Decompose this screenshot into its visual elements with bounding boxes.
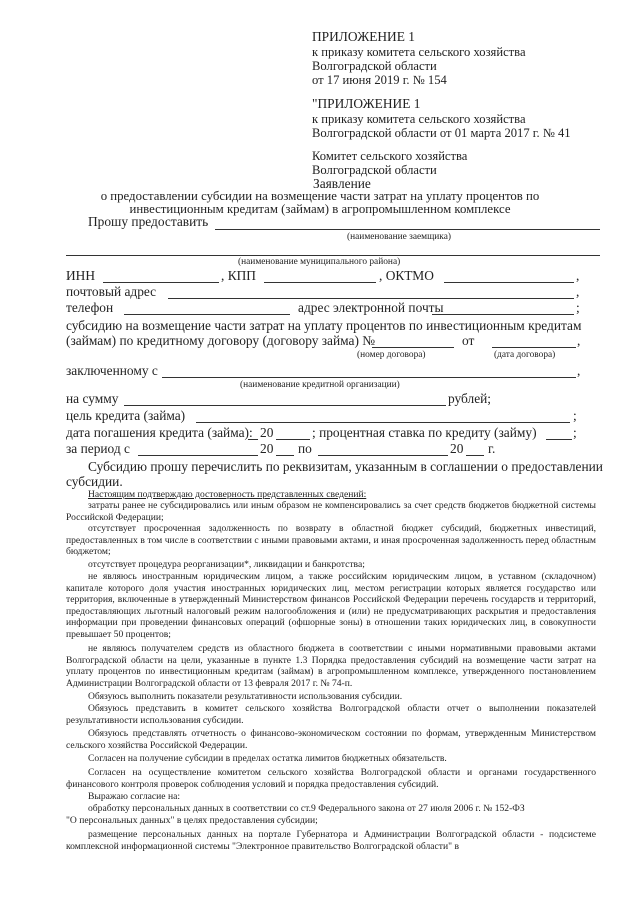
phone-field[interactable] xyxy=(124,314,290,315)
punctuation: ; xyxy=(576,300,580,315)
punctuation: , xyxy=(577,363,581,378)
field-caption: (наименование заемщика) xyxy=(347,232,452,242)
contract-number-field[interactable] xyxy=(372,347,454,348)
period-to-label: по xyxy=(298,441,312,456)
purpose-label: цель кредита (займа) xyxy=(66,408,186,423)
email-field[interactable] xyxy=(432,314,574,315)
interest-rate-label: ; процентная ставка по кредиту (займу) xyxy=(312,425,537,440)
field-caption: (наименование кредитной организации) xyxy=(240,380,400,390)
body-paragraph: затраты ранее не субсидировались или иным образом не компенсировались за счет средств бюджетов бюджетной системы Российской Федерации; xyxy=(66,500,596,523)
concluded-label: заключенному с xyxy=(66,363,158,378)
year-suffix: г. xyxy=(488,441,496,456)
period-from-field[interactable] xyxy=(138,455,258,456)
appendix-line: к приказу комитета сельского хозяйства xyxy=(312,45,526,59)
document-subtitle: о предоставлении субсидии на возмещение части затрат на уплату процентов по xyxy=(100,189,540,203)
oktmo-label: , ОКТМО xyxy=(379,268,434,283)
rubles-label: рублей; xyxy=(448,391,492,406)
sum-field[interactable] xyxy=(124,405,446,406)
transfer-text: Субсидию прошу перечислить по реквизитам, указанным в соглашении о предоставлении xyxy=(88,459,603,474)
punctuation: , xyxy=(577,333,581,348)
kpp-label: , КПП xyxy=(221,268,256,283)
body-paragraph: Согласен на осуществление комитетом сельского хозяйства Волгоградской области и органами государственного финансового контроля проверок соблюдения условий и порядка предоставления субсидий. xyxy=(66,767,596,790)
period-to-year-field[interactable] xyxy=(466,455,484,456)
body-paragraph: Обязуюсь представлять отчетность о финансово-экономическом состоянии по формам, утвержденным Министерством сельского хозяйства Российской Федерации. xyxy=(66,728,596,751)
addressee-line: Комитет сельского хозяйства xyxy=(312,149,468,163)
body-paragraph: Согласен на получение субсидии в пределах остатка лимитов бюджетных обязательств. xyxy=(88,753,447,764)
addressee-line: Волгоградской области xyxy=(312,163,437,177)
credit-organization-field[interactable] xyxy=(162,377,576,378)
appendix-line: Волгоградской области xyxy=(312,59,437,73)
email-label: адрес электронной почты xyxy=(298,300,444,315)
document-subtitle: инвестиционным кредитам (займам) в агропромышленном комплексе xyxy=(129,202,511,216)
punctuation: , xyxy=(576,268,580,283)
field-caption: (номер договора) xyxy=(357,350,426,360)
appendix-title: "ПРИЛОЖЕНИЕ 1 xyxy=(312,96,421,111)
postal-address-field[interactable] xyxy=(168,298,574,299)
sum-label: на сумму xyxy=(66,391,119,406)
body-paragraph: Обязуюсь выполнить показатели результативности использования субсидии. xyxy=(88,691,403,702)
from-label: от xyxy=(462,333,475,348)
borrower-name-field[interactable] xyxy=(215,229,600,230)
field-caption: (дата договора) xyxy=(494,350,556,360)
inn-field[interactable] xyxy=(103,282,219,283)
transfer-text: субсидии. xyxy=(66,474,123,489)
contract-date-field[interactable] xyxy=(492,347,576,348)
confirm-heading: Настоящим подтверждаю достоверность представленных сведений: xyxy=(88,489,367,500)
body-paragraph: отсутствует процедура реорганизации*, ликвидации и банкротства; xyxy=(88,559,365,570)
punctuation: , xyxy=(576,284,580,299)
period-label: за период с xyxy=(66,441,130,456)
repay-day-field[interactable] xyxy=(248,439,258,440)
appendix-title: ПРИЛОЖЕНИЕ 1 xyxy=(312,29,415,44)
body-paragraph: обработку персональных данных в соответствии со ст.9 Федерального закона от 27 июля 2006 г. № 152-ФЗ xyxy=(88,803,525,814)
request-label: Прошу предоставить xyxy=(88,214,209,229)
body-paragraph: Обязуюсь представить в комитет сельского хозяйства Волгоградской области отчет о выполнении показателей результативности использования субсидии. xyxy=(66,703,596,726)
repay-year-field[interactable] xyxy=(276,439,310,440)
punctuation: ; xyxy=(573,425,577,440)
phone-label: телефон xyxy=(66,300,114,315)
body-paragraph: не являюсь иностранным юридическим лицом, а также российским юридическим лицом, в уставном (складочном) капитале которого доля участия иностранных юридических лиц, местом регистрации которых является государство или территория, включенные в утвержденный Министерством финансов Российской Федерации перечень государств и территорий, предоставляющих льготный налоговый режим налогообложения и (или) не предусматривающих раскрытия и предоставления информации при проведении финансовых операций (офшорные зоны) в отношении таких юридических лиц, в совокупности превышает 50 процентов; xyxy=(66,571,596,640)
oktmo-field[interactable] xyxy=(444,282,574,283)
repay-date-label: дата погашения кредита (займа): xyxy=(66,425,253,440)
period-to-field[interactable] xyxy=(318,455,448,456)
period-from-year-field[interactable] xyxy=(276,455,294,456)
subsidy-text: (займам) по кредитному договору (договору займа) № xyxy=(66,333,376,348)
body-paragraph: "О персональных данных" в целях предоставления субсидии; xyxy=(66,815,318,826)
interest-rate-field[interactable] xyxy=(546,439,572,440)
kpp-field[interactable] xyxy=(264,282,376,283)
borrower-name-field-continued[interactable] xyxy=(66,255,600,256)
body-paragraph: отсутствует просроченная задолженность по возврату в областной бюджет субсидий, бюджетных инвестиций, предоставленных в том числе в соответствии с иными правовыми актами, и иная просроченная задолженность перед областным бюджетом; xyxy=(66,523,596,558)
year-prefix: 20 xyxy=(450,441,464,456)
appendix-line: Волгоградской области от 01 марта 2017 г. № 41 xyxy=(312,126,571,140)
subsidy-text: субсидию на возмещение части затрат на уплату процентов по инвестиционным кредитам xyxy=(66,318,582,333)
body-paragraph: Выражаю согласие на: xyxy=(88,791,181,802)
year-prefix: 20 xyxy=(260,441,274,456)
appendix-line: от 17 июня 2019 г. № 154 xyxy=(312,73,447,87)
body-paragraph: размещение персональных данных на портале Губернатора и Администрации Волгоградской области - подсистеме комплексной информационной системы "Электронное правительство Волгоградской области" в xyxy=(66,829,596,852)
field-caption: (наименование муниципального района) xyxy=(238,257,401,267)
year-prefix: 20 xyxy=(260,425,274,440)
document-title: Заявление xyxy=(313,176,371,191)
postal-address-label: почтовый адрес xyxy=(66,284,157,299)
appendix-line: к приказу комитета сельского хозяйства xyxy=(312,112,526,126)
punctuation: ; xyxy=(573,408,577,423)
body-paragraph: не являюсь получателем средств из областного бюджета в соответствии с иными нормативными правовыми актами Волгоградской области на цели, указанные в пункте 1.3 Порядка предоставления субсидий на возмещение части затрат на уплату процентов по инвестиционным кредитам (займам) в агропромышленном комплексе, утвержденного постановлением Администрации Волгоградской области от 13 февраля 2017 г. № 74-п. xyxy=(66,643,596,689)
inn-label: ИНН xyxy=(66,268,96,283)
purpose-field[interactable] xyxy=(196,422,570,423)
